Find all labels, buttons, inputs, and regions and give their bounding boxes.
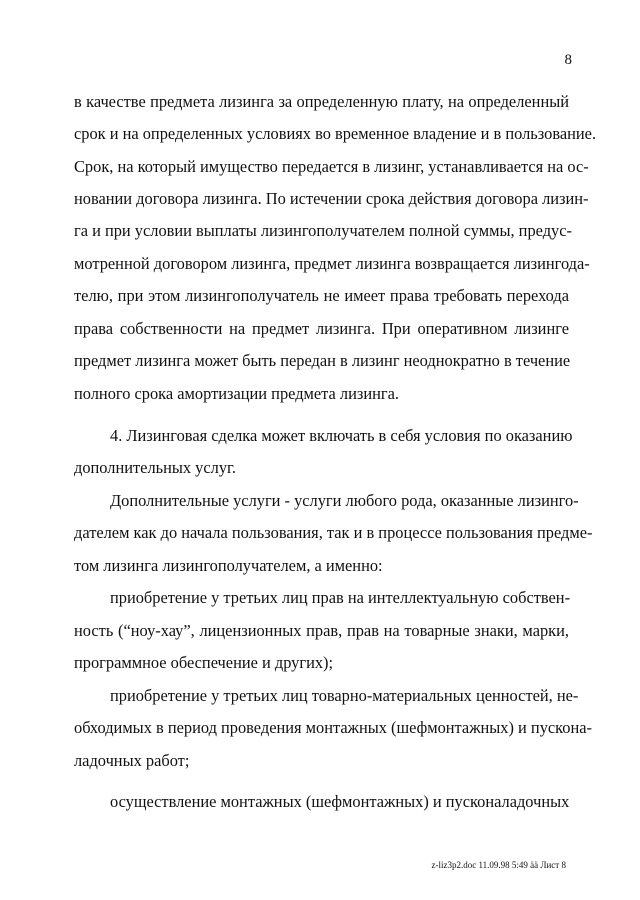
text-line: мотренной договором лизинга, предмет лизинга возвращается лизингода- bbox=[74, 254, 590, 273]
text-line: телю, при этом лизингополучатель не имеет права требовать перехода bbox=[74, 286, 569, 305]
text-line: Срок, на который имущество передается в лизинг, устанавливается на ос- bbox=[74, 157, 589, 176]
text-line: срок и на определенных условиях во временное владение и в пользование. bbox=[74, 124, 597, 143]
text-line: предмет лизинга может быть передан в лизинг неоднократно в течение bbox=[74, 351, 571, 370]
page-number: 8 bbox=[564, 52, 572, 68]
text-line: 4. Лизинговая сделка может включать в себя условия по оказанию bbox=[110, 426, 573, 445]
text-line: приобретение у третьих лиц прав на интеллектуальную собствен- bbox=[110, 588, 571, 607]
text-line: га и при условии выплаты лизингополучателем полной суммы, предус- bbox=[74, 221, 572, 240]
text-line: том лизинга лизингополучателем, а именно: bbox=[74, 556, 383, 575]
text-line: ладочных работ; bbox=[74, 751, 190, 770]
text-line: приобретение у третьих лиц товарно-материальных ценностей, не- bbox=[110, 686, 579, 705]
text-line: ность (“ноу-хау”, лицензионных прав, прав на товарные знаки, марки, bbox=[74, 621, 569, 640]
text-line: права собственности на предмет лизинга. При оперативном лизинге bbox=[74, 319, 569, 338]
text-line: обходимых в период проведения монтажных (шефмонтажных) и пускона- bbox=[74, 718, 592, 737]
text-line: новании договора лизинга. По истечении срока действия договора лизин- bbox=[74, 189, 589, 208]
text-line: программное обеспечение и других); bbox=[74, 653, 334, 672]
text-line: Дополнительные услуги - услуги любого рода, оказанные лизинго- bbox=[110, 491, 579, 510]
text-line: дателем как до начала пользования, так и в процессе пользования предме- bbox=[74, 523, 593, 542]
document-footer: z-liz3p2.doc 11.09.98 5:49 ää Лист 8 bbox=[431, 860, 566, 870]
text-line: в качестве предмета лизинга за определенную плату, на определенный bbox=[74, 92, 569, 111]
text-line: полного срока амортизации предмета лизинга. bbox=[74, 384, 399, 403]
text-line: осуществление монтажных (шефмонтажных) и пусконаладочных bbox=[110, 792, 570, 811]
text-line: дополнительных услуг. bbox=[74, 458, 236, 477]
